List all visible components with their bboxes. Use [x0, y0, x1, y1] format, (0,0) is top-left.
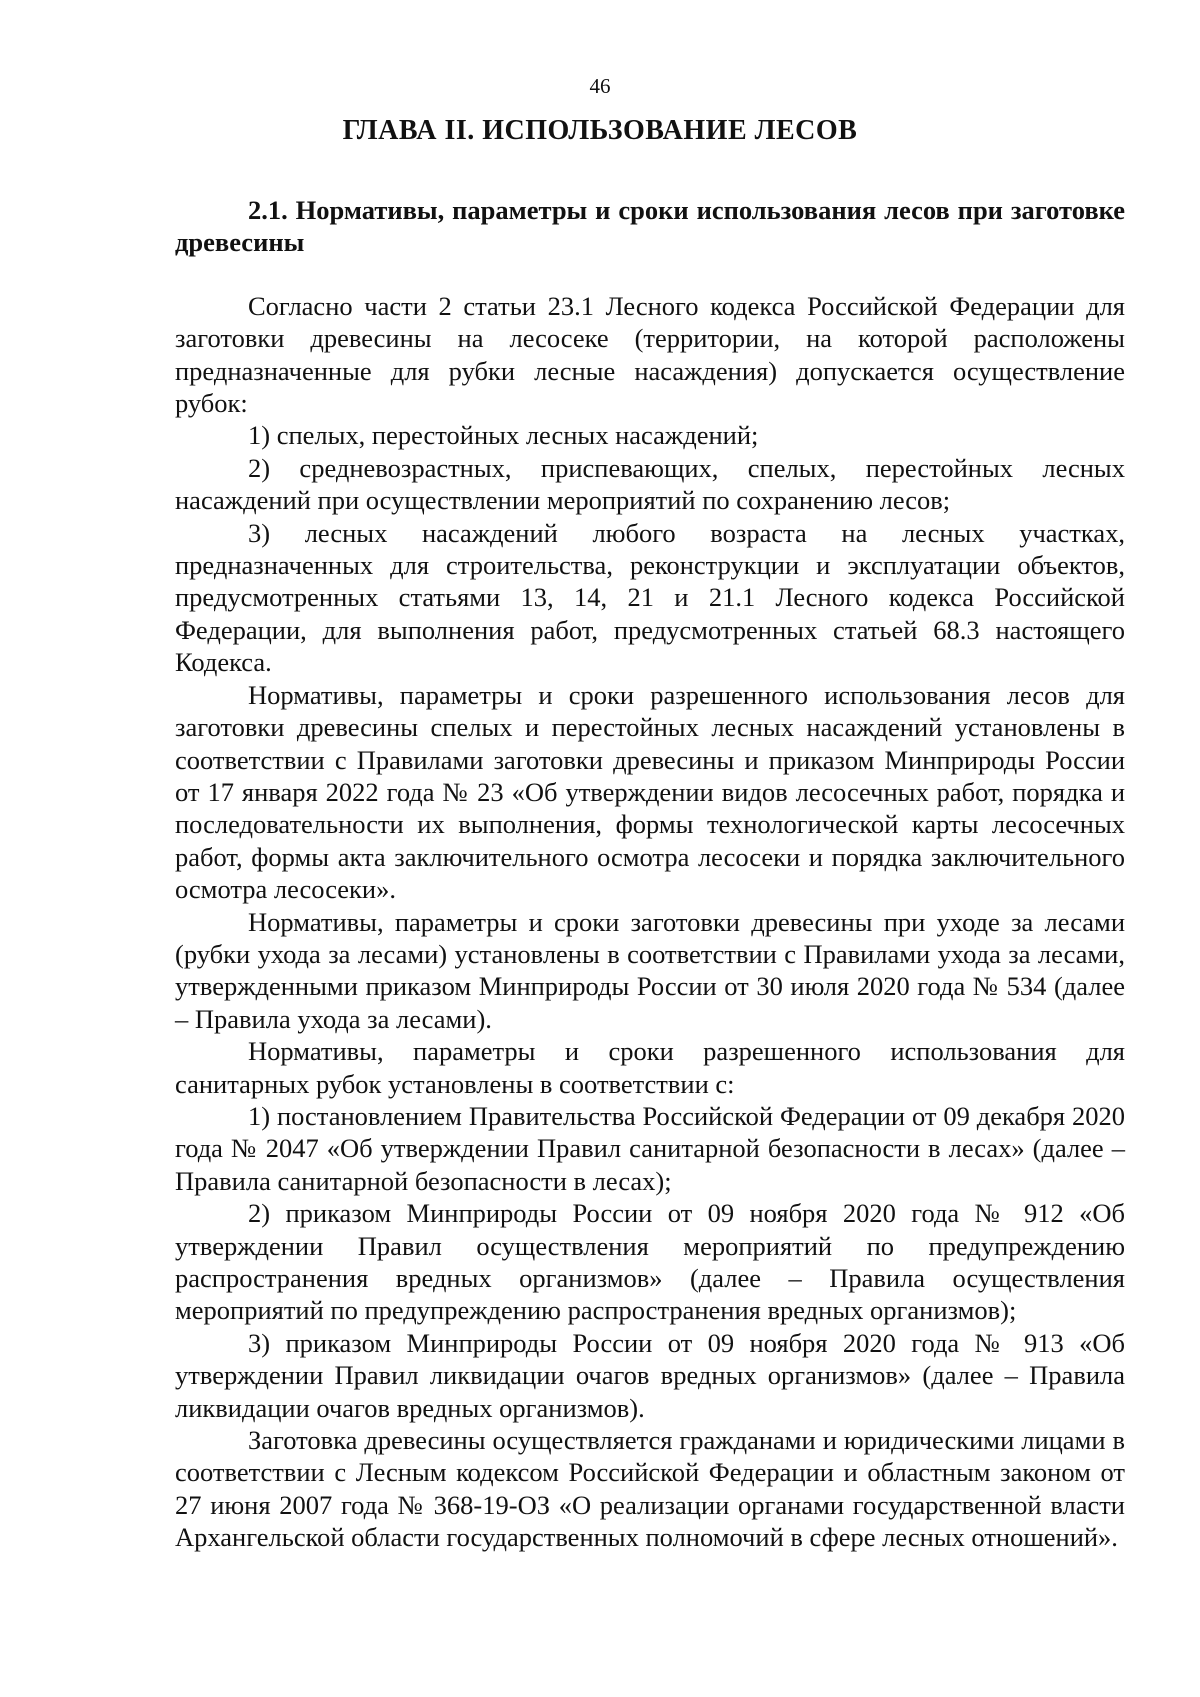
paragraph-intro: Согласно части 2 статьи 23.1 Лесного кодекса Российской Федерации для заготовки древесины на лесосеке (территории, на которой расположены предназначенные для рубки лесные насаждения) допускается осуществление рубок:	[175, 290, 1125, 419]
sanitary-list-item-2: 2) приказом Минприроды России от 09 ноября 2020 года № 912 «Об утверждении Правил осуществления мероприятий по предупреждению распространения вредных организмов» (далее – Правила осуществления мероприятий по предупреждению распространения вредных организмов);	[175, 1198, 1125, 1326]
paragraph-sanitary-norms: Нормативы, параметры и сроки разрешенного использования для санитарных рубок установлены в соответствии с:	[175, 1036, 1125, 1099]
paragraph-care-norms: Нормативы, параметры и сроки заготовки древесины при уходе за лесами (рубки ухода за лесами) установлены в соответствии с Правилами ухода за лесами, утвержденными приказом Минприроды России от 30 июля 2020 года № 534 (далее – Правила ухода за лесами).	[175, 906, 1125, 1034]
paragraph-harvest-actors: Заготовка древесины осуществляется гражданами и юридическими лицами в соответствии с Лесным кодексом Российской Федерации и областным законом от 27 июня 2007 года № 368-19-ОЗ «О реализации органами государственной власти Архангельской области государственных полномочий в сфере лесных отношений».	[175, 1425, 1125, 1553]
paragraph-harvest-norms: Нормативы, параметры и сроки разрешенного использования лесов для заготовки древесины спелых и перестойных лесных насаждений установлены в соответствии с Правилами заготовки древесины и приказом Минприроды России от 17 января 2022 года № 23 «Об утверждении видов лесосечных работ, порядка и последовательности их выполнения, формы технологической карты лесосечных работ, формы акта заключительного осмотра лесосеки и порядка заключительного осмотра лесосеки».	[175, 679, 1125, 905]
document-body	[175, 194, 1125, 1554]
list-item-3: 3) лесных насаждений любого возраста на лесных участках, предназначенных для строительства, реконструкции и эксплуатации объектов, предусмотренных статьями 13, 14, 21 и 21.1 Лесного кодекса Российской Федерации, для выполнения работ, предусмотренных статьей 68.3 настоящего Кодекса.	[175, 517, 1125, 678]
list-item-2: 2) средневозрастных, приспевающих, спелых, перестойных лесных насаждений при осуществлении мероприятий по сохранению лесов;	[175, 452, 1125, 516]
page-number: 46	[589, 74, 611, 98]
list-item-1: 1) спелых, перестойных лесных насаждений;	[248, 420, 759, 451]
chapter-title: ГЛАВА II. ИСПОЛЬЗОВАНИЕ ЛЕСОВ	[342, 115, 858, 146]
section-heading: 2.1. Нормативы, параметры и сроки использования лесов при заготовке древесины	[175, 195, 1125, 258]
sanitary-list-item-1: 1) постановлением Правительства Российской Федерации от 09 декабря 2020 года № 2047 «Об утверждении Правил санитарной безопасности в лесах» (далее – Правила санитарной безопасности в лесах);	[175, 1100, 1125, 1196]
sanitary-list-item-3: 3) приказом Минприроды России от 09 ноября 2020 года № 913 «Об утверждении Правил ликвидации очагов вредных организмов» (далее – Правила ликвидации очагов вредных организмов).	[175, 1327, 1125, 1423]
